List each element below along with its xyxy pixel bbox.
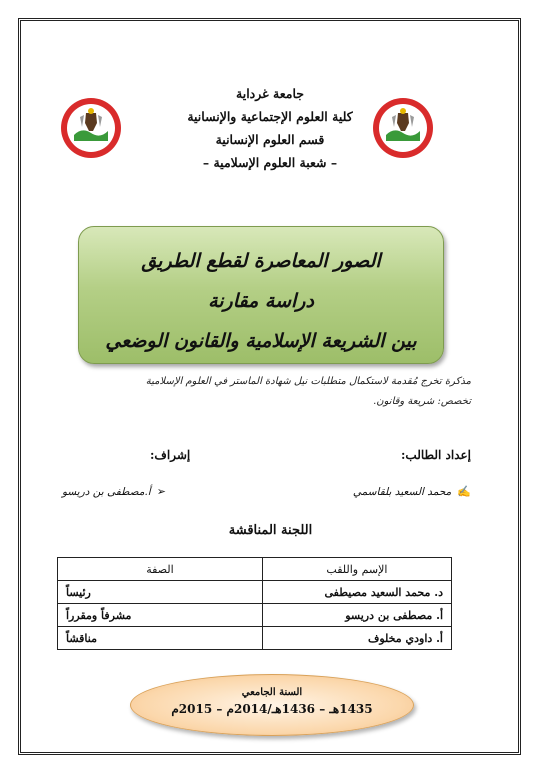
- member-role: مشرفاً ومقرراً: [58, 604, 263, 627]
- table-header-row: [58, 558, 452, 581]
- member-role: مناقشاً: [58, 627, 263, 650]
- department-name: قسم العلوم الإنسانية: [215, 132, 325, 147]
- student-label: إعداد الطالب:: [400, 448, 471, 462]
- student-name: محمد السعيد بلقاسمي: [352, 485, 452, 498]
- university-seal-icon: [60, 97, 122, 159]
- academic-year-label: السنة الجامعي: [241, 687, 303, 698]
- pen-icon: ✍: [457, 485, 471, 498]
- arrow-pointer-icon: ➢: [156, 485, 166, 498]
- committee-title: اللجنة المناقشة: [228, 523, 313, 538]
- member-name: د. محمد السعيد مصيطفى: [262, 581, 451, 604]
- thesis-description: [71, 372, 471, 412]
- table-row: [58, 581, 452, 604]
- specialization: تخصص: شريعة وقانون.: [373, 396, 471, 407]
- member-role: رئيساً: [58, 581, 263, 604]
- supervisor-entry: [62, 485, 166, 498]
- supervisor-name: أ.مصطفى بن دريسو: [62, 485, 151, 498]
- thesis-title-box: [78, 226, 444, 364]
- academic-year-oval: [130, 674, 414, 736]
- thesis-scope: بين الشريعة الإسلامية والقانون الوضعي: [105, 330, 417, 352]
- column-header-name: الإسم واللقب: [262, 558, 451, 581]
- branch-name: – شعبة العلوم الإسلامية –: [202, 155, 338, 170]
- student-entry: [353, 485, 471, 498]
- thesis-subtitle: دراسة مقارنة: [208, 290, 314, 312]
- committee-table: [57, 557, 452, 650]
- thesis-title: الصور المعاصرة لقطع الطريق: [141, 250, 381, 272]
- table-row: [58, 627, 452, 650]
- member-name: أ. مصطفى بن دريسو: [262, 604, 451, 627]
- academic-year-value: 1435هـ – 1436هـ/2014م – 2015م: [171, 702, 373, 716]
- faculty-name: كلية العلوم الإجتماعية والإنسانية: [187, 109, 353, 124]
- supervisor-label: إشراف:: [150, 448, 191, 462]
- university-header: [150, 82, 390, 174]
- table-row: [58, 604, 452, 627]
- degree-statement: مذكرة تخرج مُقدمة لاستكمال متطلبات نيل شهادة الماستر في العلوم الإسلامية: [145, 376, 471, 387]
- member-name: أ. داودي مخلوف: [262, 627, 451, 650]
- column-header-role: الصفة: [58, 558, 263, 581]
- university-name: جامعة غرداية: [236, 86, 304, 101]
